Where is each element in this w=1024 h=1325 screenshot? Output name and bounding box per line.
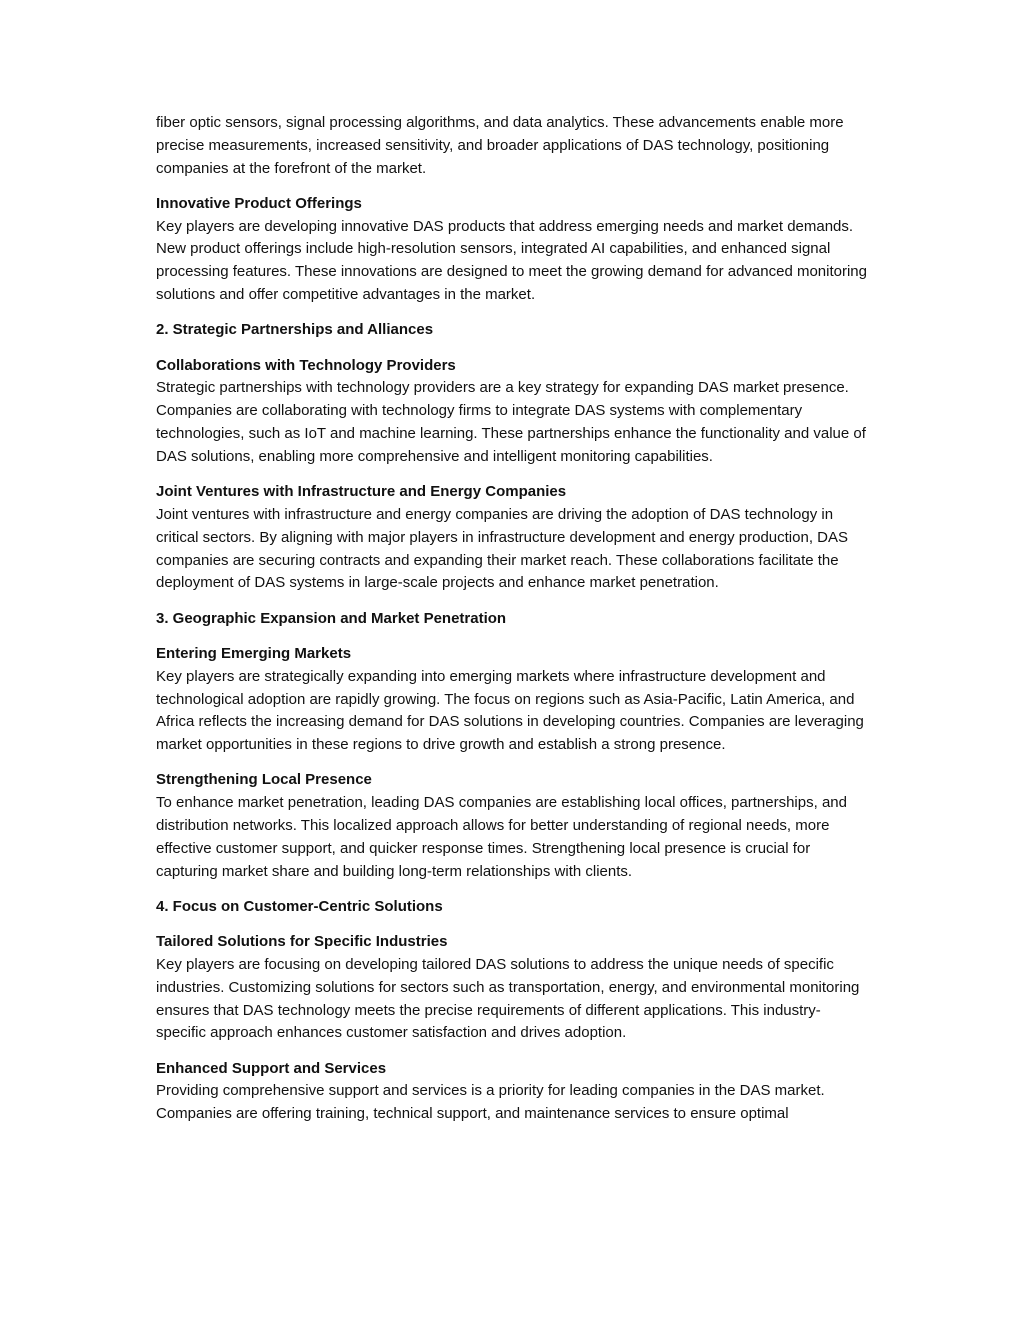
document-page [156, 112, 868, 1139]
collaborations-block [156, 355, 868, 469]
collaborations-text: Strategic partnerships with technology providers are a key strategy for expanding DAS market presence. Companies are collaborating with technology firms to integrate DAS systems with complementary technologies, such as IoT and machine learning. These partnerships enhance the functionality and value of DAS solutions, enabling more comprehensive and intelligent monitoring capabilities. [156, 379, 866, 465]
local-presence-title: Strengthening Local Presence [156, 771, 372, 789]
enhanced-support-title: Enhanced Support and Services [156, 1059, 387, 1077]
joint-ventures-title: Joint Ventures with Infrastructure and Energy Companies [156, 483, 567, 501]
emerging-markets-block [156, 643, 868, 757]
section-3-heading: 3. Geographic Expansion and Market Penetration [156, 609, 507, 627]
intro-paragraph: fiber optic sensors, signal processing algorithms, and data analytics. These advancements enable more precise measurements, increased sensitivity, and broader applications of DAS technology, positioning companies at the forefront of the market. [156, 114, 844, 177]
enhanced-support-block [156, 1058, 868, 1126]
emerging-markets-title: Entering Emerging Markets [156, 644, 352, 662]
collaborations-title: Collaborations with Technology Providers [156, 356, 456, 374]
tailored-solutions-text: Key players are focusing on developing tailored DAS solutions to address the unique needs of specific industries. Customizing solutions for sectors such as transportation, energy, and environmental monitoring ensures that DAS technology meets the precise requirements of different applications. This industry-specific approach enhances customer satisfaction and drives adoption. [156, 956, 860, 1042]
innovative-products-title: Innovative Product Offerings [156, 194, 362, 212]
innovative-products-text: Key players are developing innovative DAS products that address emerging needs and market demands. New product offerings include high-resolution sensors, integrated AI capabilities, and enhanced signal processing features. These innovations are designed to meet the growing demand for advanced monitoring solutions and offer competitive advantages in the market. [156, 217, 867, 304]
local-presence-block [156, 769, 868, 883]
local-presence-text: To enhance market penetration, leading DAS companies are establishing local offices, partnerships, and distribution networks. This localized approach allows for better understanding of regional needs, more effective customer support, and quicker response times. Strengthening local presence is crucial for capturing market share and building long-term relationships with clients. [156, 794, 847, 880]
section-2-heading: 2. Strategic Partnerships and Alliances [156, 321, 434, 339]
tailored-solutions-title: Tailored Solutions for Specific Industries [156, 933, 448, 951]
section-4-heading: 4. Focus on Customer-Centric Solutions [156, 897, 443, 915]
enhanced-support-text: Providing comprehensive support and services is a priority for leading companies in the DAS market. Companies are offering training, technical support, and maintenance services to ensure optimal [156, 1082, 825, 1123]
joint-ventures-block [156, 481, 868, 595]
innovative-products-block [156, 193, 868, 307]
emerging-markets-text: Key players are strategically expanding into emerging markets where infrastructure development and technological adoption are rapidly growing. The focus on regions such as Asia-Pacific, Latin America, and Africa reflects the increasing demand for DAS solutions in developing countries. Companies are leveraging market opportunities in these regions to drive growth and establish a strong presence. [156, 667, 864, 754]
joint-ventures-text: Joint ventures with infrastructure and energy companies are driving the adoption of DAS technology in critical sectors. By aligning with major players in infrastructure development and energy production, DAS companies are securing contracts and expanding their market reach. These collaborations facilitate the deployment of DAS systems in large-scale projects and enhance market penetration. [156, 505, 848, 592]
tailored-solutions-block [156, 931, 868, 1045]
